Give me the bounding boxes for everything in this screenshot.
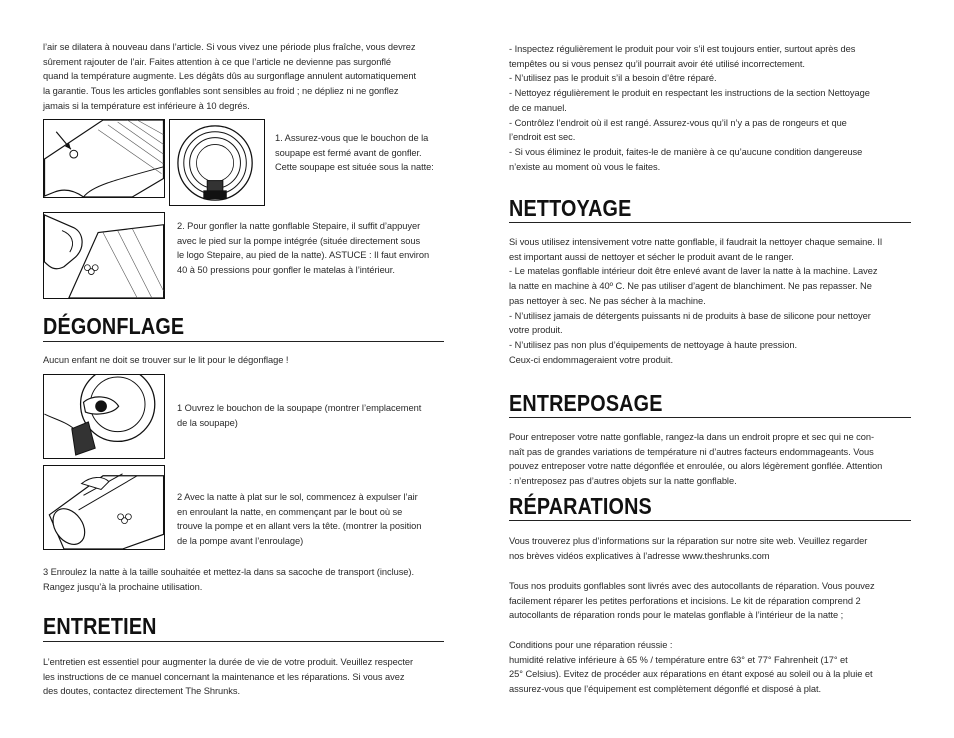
nettoyage-heading: NETTOYAGE [509, 195, 632, 221]
nettoyage-rule [509, 222, 911, 223]
open-valve-drawing [44, 375, 164, 458]
mat-valve-drawing [44, 120, 164, 197]
foot-pump-illustration [43, 212, 165, 299]
mat-valve-illustration [43, 119, 165, 198]
degonflage-warning: Aucun enfant ne doit se trouver sur le lit pour le dégonflage ! [43, 355, 289, 365]
reparations-heading: RÉPARATIONS [509, 493, 652, 519]
entretien-paragraph: L’entretien est essentiel pour augmenter la durée de vie de votre produit. Veuillez respecter les instructions de ce manuel concernant la maintenance et les réparations. Si vous avez des doutes, contactez directement The Shrunks. [43, 657, 414, 697]
deflate-step-2: 2 Avec la natte à plat sur le sol, commencez à expulser l’air en enroulant la natte, en commençant par le bout où se trouve la pompe et en allant vers la tête. (montrer la position de la pompe avant l’enroulage) [177, 492, 422, 547]
degonflage-heading: DÉGONFLAGE [43, 313, 185, 339]
rolling-mat-drawing [44, 466, 164, 549]
nettoyage-paragraph: Si vous utilisez intensivement votre natte gonflable, il faudrait la nettoyer chaque semaine. Il est important aussi de nettoyer et sécher le produit avant de le ranger. - Le matelas gonflable intérieur doit être enlevé avant de laver la natte à la machine. Lavez la natte en machine à 40º C. Ne pas utiliser d’agent de blanchiment. Ne pas repasser. Ne pas nettoyer à sec. Ne pas sécher à la machine. - N’utilisez jamais de détergents puissants ni de produits à base de silicone pour nettoyer votre produit. - N’utilisez pas non plus d’équipements de nettoyage à haute pression. Ceux-ci endommageraient votre produit. [509, 237, 882, 365]
reparations-paragraph-1: Vous trouverez plus d’informations sur la réparation sur notre site web. Veuillez regarder nos brèves vidéos explicatives à l’adresse www.theshrunks.com [509, 536, 868, 561]
rolling-mat-illustration [43, 465, 165, 550]
reparations-paragraph-3: Conditions pour une réparation réussie : humidité relative inférieure à 65 % / température entre 63° et 77° Fahrenheit (17° et 25° Celsius). Evitez de procéder aux réparations en étant exposé au soleil ou à la pluie et assurez-vous que l’équipement est complètement dégonflé et disposé à plat. [509, 640, 873, 695]
entreposage-rule [509, 417, 911, 418]
deflate-step-1: 1 Ouvrez le bouchon de la soupape (montrer l’emplacement de la soupape) [177, 403, 422, 428]
entretien-rule [43, 641, 444, 642]
reparations-rule [509, 520, 911, 521]
inflate-step-2: 2. Pour gonfler la natte gonflable Stepaire, il suffit d’appuyer avec le pied sur la pompe intégrée (située directement sous le logo Stepaire, au pied de la natte). ASTUCE : Il faut environ 40 à 50 pressions pour gonfler le matelas à l’intérieur. [177, 221, 430, 276]
entreposage-heading: ENTREPOSAGE [509, 390, 663, 416]
entreposage-paragraph: Pour entreposer votre natte gonflable, rangez-la dans un endroit propre et sec qui ne con- naît pas de grandes variations de température ni d’autres facteurs endommageants. Vous pouvez entreposer votre natte dégonflée et enroulée, ou alors légèrement gonflée. Attention : n’entreposez pas d’autres objets sur la natte gonflable. [509, 432, 883, 487]
foot-pump-drawing [44, 213, 164, 298]
intro-paragraph: l’air se dilatera à nouveau dans l’article. Si vous vivez une période plus fraîche, vous devrez sûrement rajouter de l’air. Faites attention à ce que l’article ne devienne pas surgonflé quand la température augmente. Les dégâts dûs au surgonflage annulent automatiquement la garantie. Tous les articles gonflables sont sensibles au froid ; ne dépliez ni ne gonflez jamais si la température est inférieure à 10 degrés. [43, 42, 417, 111]
deflate-step-3: 3 Enroulez la natte à la taille souhaitée et mettez-la dans sa sacoche de transport (incluse). Rangez jusqu’à la prochaine utilisation. [43, 567, 415, 592]
valve-closeup-illustration [169, 119, 265, 206]
entretien-heading: ENTRETIEN [43, 613, 157, 639]
reparations-paragraph-2: Tous nos produits gonflables sont livrés avec des autocollants de réparation. Vous pouvez facilement réparer les petites perforations et incisions. Le kit de réparation comprend 2 autocollants de réparation ronds pour le matelas gonflable à l’intérieur de la natte ; [509, 581, 875, 621]
inflate-step-1: 1. Assurez-vous que le bouchon de la soupape est fermé avant de gonfler. Cette soupape est située sous la natte: [275, 133, 434, 173]
open-valve-illustration [43, 374, 165, 459]
degonflage-rule [43, 341, 444, 342]
inspection-list: - Inspectez régulièrement le produit pour voir s’il est toujours entier, surtout après des tempêtes ou si vous pensez qu’il pourrait avoir été utilisé incorrectement. - N’utilisez pas le produit s’il a besoin d’être réparé. - Nettoyez régulièrement le produit en respectant les instructions de la section Nettoyage de ce manuel. - Contrôlez l’endroit où il est rangé. Assurez-vous qu’il n’y a pas de rongeurs et que l’endroit est sec. - Si vous éliminez le produit, faites-le de manière à ce qu’aucune condition dangereuse n’existe au moment où vous le faites. [509, 44, 870, 172]
valve-closeup-drawing [170, 120, 264, 205]
